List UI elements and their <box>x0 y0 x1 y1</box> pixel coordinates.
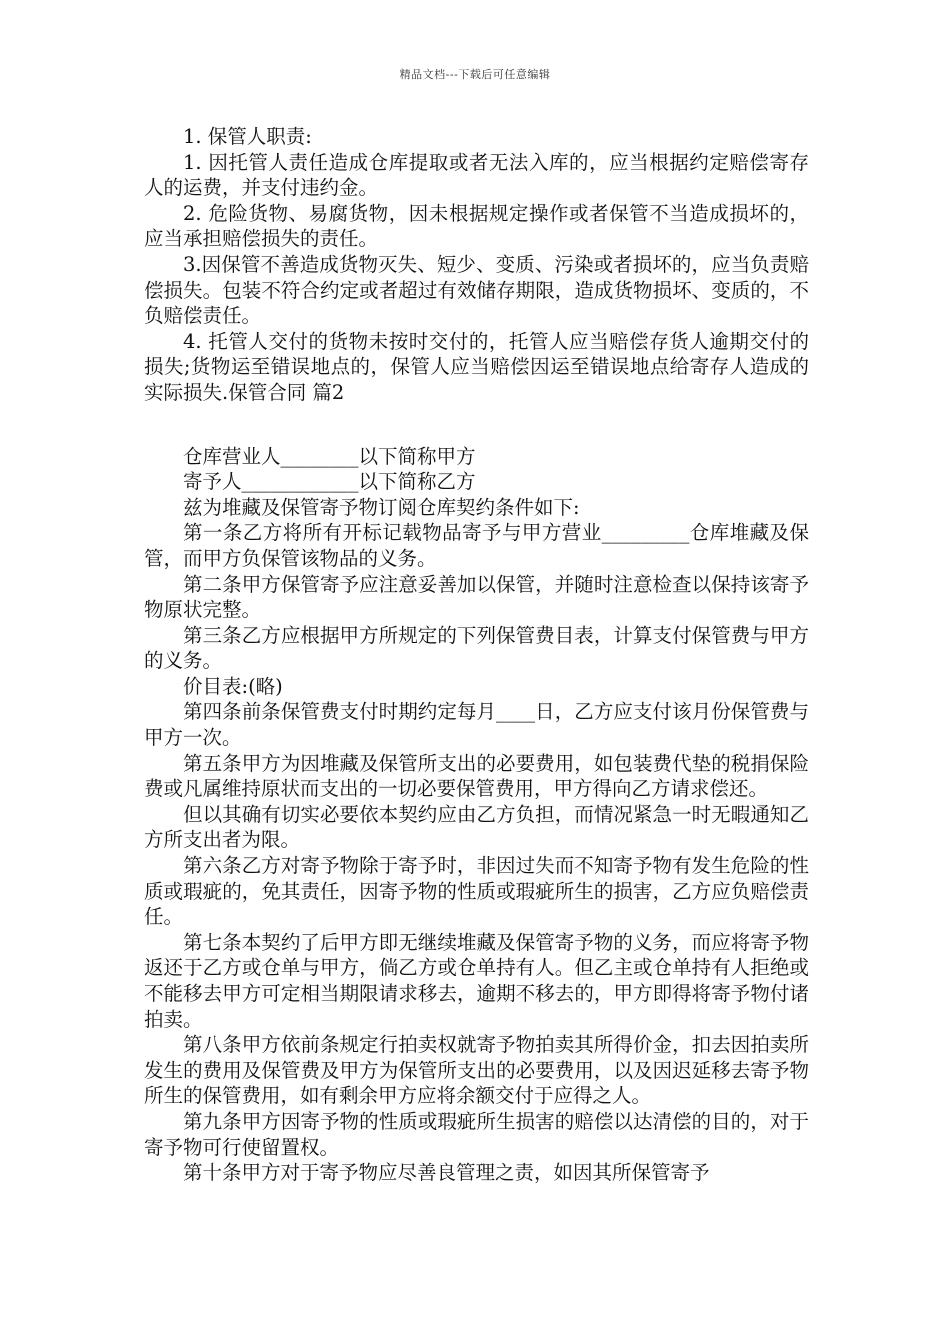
paragraph-article-5-proviso: 但以其确有切实必要依本契约应由乙方负担，而情况紧急一时无暇通知乙方所支出者为限。 <box>144 802 809 852</box>
paragraph-article-4: 第四条前条保管费支付时期约定每月____日，乙方应支付该月份保管费与甲方一次。 <box>144 700 809 750</box>
paragraph-party-a: 仓库营业人________以下简称甲方 <box>183 444 476 468</box>
document-body <box>144 124 809 1186</box>
paragraph-article-5: 第五条甲方为因堆藏及保管所支出的必要费用，如包装费代垫的税捐保险费或凡属维持原状而支出的一切必要保管费用，甲方得向乙方请求偿还。 <box>144 751 809 801</box>
page-header: 精品文档---下载后可任意编辑 <box>399 68 551 81</box>
paragraph-article-3: 第三条乙方应根据甲方所规定的下列保管费目表，计算支付保管费与甲方的义务。 <box>144 623 809 673</box>
paragraph-article-7: 第七条本契约了后甲方即无继续堆藏及保管寄予物的义务，而应将寄予物返还于乙方或仓单与甲方，倘乙方或仓单持有人。但乙主或仓单持有人拒绝或不能移去甲方可定相当期限请求移去，逾期不移去的，甲方即得将寄予物付诸拍卖。 <box>144 930 809 1031</box>
paragraph-article-8: 第八条甲方依前条规定行拍卖权就寄予物拍卖其所得价金，扣去因拍卖所发生的费用及保管费及甲方为保管所支出的必要费用，以及因迟延移去寄予物所生的保管费用，如有剩余甲方应将余额交付于应得之人。 <box>144 1033 809 1108</box>
paragraph-duty-4: 4. 托管人交付的货物未按时交付的，托管人应当赔偿存货人逾期交付的损失;货物运至错误地点的，保管人应当赔偿因运至错误地点给寄存人造成的实际损失.保管合同 篇2 <box>144 329 809 404</box>
paragraph-article-2: 第二条甲方保管寄予应注意妥善加以保管，并随时注意检查以保持该寄予物原状完整。 <box>144 572 809 622</box>
paragraph-duty-3: 3.因保管不善造成货物灭失、短少、变质、污染或者损坏的，应当负责赔偿损失。包装不符合约定或者超过有效储存期限，造成货物损坏、变质的，不负赔偿责任。 <box>144 252 809 328</box>
paragraph-article-9: 第九条甲方因寄予物的性质或瑕疵所生损害的赔偿以达清偿的目的，对于寄予物可行使留置权。 <box>144 1109 809 1159</box>
paragraph-price-list: 价目表:(略) <box>183 674 283 698</box>
paragraph-duty-1: 1. 因托管人责任造成仓库提取或者无法入库的，应当根据约定赔偿寄存人的运费，并支付违约金。 <box>144 150 809 200</box>
paragraph-duties-heading: 1. 保管人职责: <box>183 125 312 148</box>
paragraph-duty-2: 2. 危险货物、易腐货物，因未根据规定操作或者保管不当造成损坏的，应当承担赔偿损失的责任。 <box>144 201 809 251</box>
paragraph-party-b: 寄予人____________以下简称乙方 <box>183 470 476 494</box>
paragraph-article-10: 第十条甲方对于寄予物应尽善良管理之责，如因其所保管寄予 <box>183 1161 710 1185</box>
paragraph-article-1: 第一条乙方将所有开标记载物品寄予与甲方营业_________仓库堆藏及保管，而甲方负保管该物品的义务。 <box>144 521 809 570</box>
paragraph-article-6: 第六条乙方对寄予物除于寄予时，非因过失而不知寄予物有发生危险的性质或瑕疵的，免其责任，因寄予物的性质或瑕疵所生的损害，乙方应负赔偿责任。 <box>144 854 809 929</box>
paragraph-preamble: 兹为堆藏及保管寄予物订阅仓库契约条件如下: <box>183 495 580 519</box>
